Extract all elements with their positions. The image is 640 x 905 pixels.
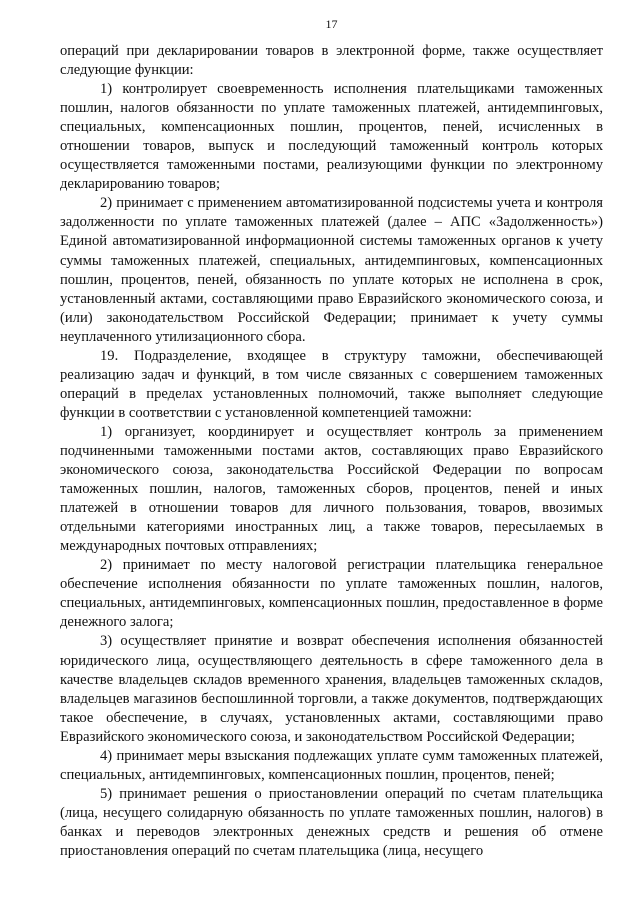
paragraph-item-1-control: 1) контролирует своевременность исполнения плательщиками таможенных пошлин, налогов обязанности по уплате таможенных платежей, антидемпинговых, специальных, компенсационных пошлин, процентов, пеней, исчисленных в отношении товаров, выпуск и последующий таможенный контроль которых осуществляется таможенными постами, реализующими функции по электронному декларированию товаров;	[60, 81, 603, 193]
paragraph-section-19: 19. Подразделение, входящее в структуру таможни, обеспечивающей реализацию задач и функций, в том числе связанных с совершением таможенных операций в пределах установленных полномочий, также выполняет следующие функции в соответствии с установленной компетенцией таможни:	[60, 347, 603, 421]
paragraph-item-3-security-return: 3) осуществляет принятие и возврат обеспечения исполнения обязанностей юридического лица, осуществляющего деятельность в сфере таможенного дела в качестве владельцев складов временного хранения, владельцев таможенных складов, владельцев магазинов беспошлинной торговли, а также документов, подтверждающих такое обеспечение, в случаях, установленных актами, составляющими право Евразийского экономического союза, и законодательством Российской Федерации;	[60, 633, 603, 745]
paragraph-item-2-general-security: 2) принимает по месту налоговой регистрации плательщика генеральное обеспечение исполнения обязанности по уплате таможенных пошлин, налогов, специальных, антидемпинговых, компенсационных пошлин, предоставленное в форме денежного залога;	[60, 557, 603, 631]
paragraph-item-2-aps-debt: 2) принимает с применением автоматизированной подсистемы учета и контроля задолженности по уплате таможенных платежей (далее – АПС «Задолженность») Единой автоматизированной информационной системы таможенных органов к учету суммы таможенных платежей, специальных, антидемпинговых, компенсационных пошлин, процентов, пеней, обязанность по уплате которых не исполнена в срок, установленный актами, составляющими право Евразийского экономического союза, и (или) законодательством Российской Федерации; принимает к учету суммы неуплаченного утилизационного сбора.	[60, 195, 603, 345]
document-body	[60, 42, 603, 861]
paragraph-item-5-suspension: 5) принимает решения о приостановлении операций по счетам плательщика (лица, несущего солидарную обязанность по уплате таможенных пошлин, налогов) в банках и переводов электронных денежных средств и решения об отмене приостановления операций по счетам плательщика (лица, несущего	[60, 785, 603, 859]
paragraph-intro-continuation: операций при декларировании товаров в электронной форме, также осуществляет следующие функции:	[60, 43, 603, 79]
page-number: 17	[325, 17, 338, 31]
paragraph-item-1-organizes: 1) организует, координирует и осуществляет контроль за применением подчиненными таможенными постами актов, составляющих право Евразийского экономического союза, законодательства Российской Федерации по вопросам таможенных пошлин, налогов, таможенных сборов, процентов, пеней и иных платежей в отношении товаров для личного пользования, товаров, ввозимых отдельными категориями иностранных лиц, а также товаров, пересылаемых в международных почтовых отправлениях;	[60, 423, 603, 555]
paragraph-item-4-enforcement: 4) принимает меры взыскания подлежащих уплате сумм таможенных платежей, специальных, антидемпинговых, компенсационных пошлин, процентов, пеней;	[60, 747, 603, 783]
document-page	[60, 0, 603, 905]
